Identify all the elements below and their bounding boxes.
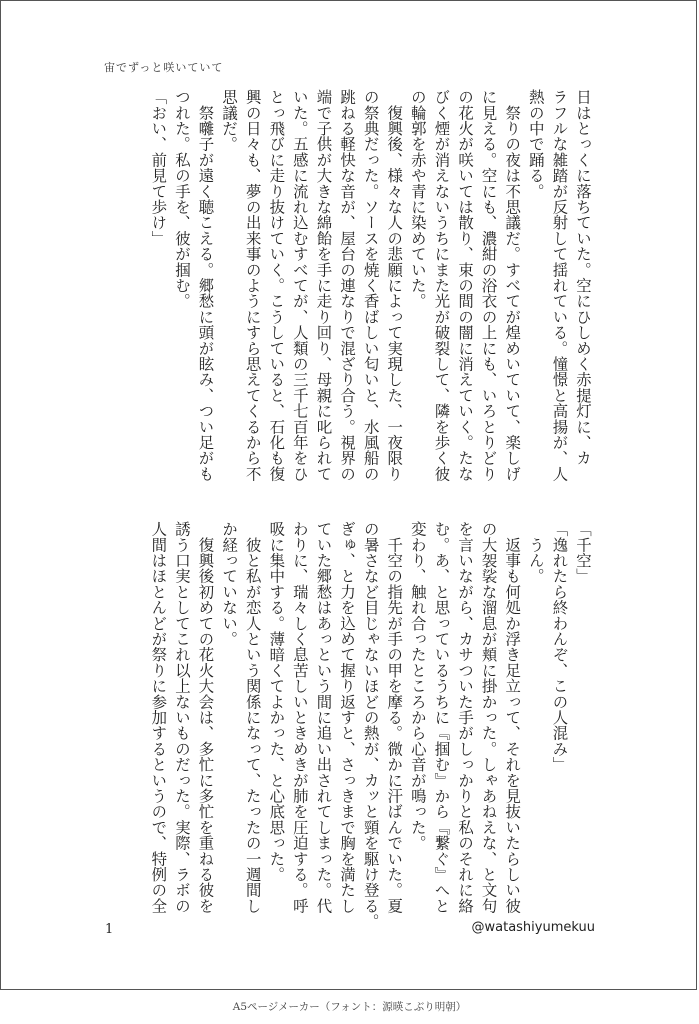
text-line: うん。 <box>526 521 545 584</box>
text-line: の祭典だった。ソースを焼く香ばしい匂いと、水風船の <box>361 89 380 482</box>
text-line: わりに、瑞々しく息苦しいときめきが肺を圧迫する。呼 <box>290 521 309 914</box>
text-line: 「おい、前見て歩け」 <box>149 89 168 246</box>
text-line: 復興後初めての花火大会は、多忙に多忙を重ねる彼を <box>196 521 215 914</box>
text-line: か経っていない。 <box>220 521 239 647</box>
text-line: 熱の中で踊る。 <box>526 89 545 199</box>
text-line: 返事も何処か浮き足立って、それを見抜いたらしい彼 <box>503 521 522 914</box>
text-line: の暑さなど目じゃないほどの熱が、カッと頸を駆け登る。 <box>361 521 380 930</box>
text-line: 彼と私が恋人という関係になって、たったの一週間し <box>243 521 262 914</box>
text-line: 祭囃子が遠く聴こえる。郷愁に頭が眩み、つい足がも <box>196 89 215 482</box>
text-line: ていた郷愁はあっという間に追い出されてしまった。代 <box>314 521 333 914</box>
text-line: の輪郭を赤や青に染めていた。 <box>408 89 427 309</box>
page-number: 1 <box>105 922 114 937</box>
text-line: びく煙が消えないうちにまた光が破裂して、隣を歩く彼 <box>432 89 451 482</box>
text-line: む。あ、と思っているうちに『掴む』から『繋ぐ』へと <box>432 521 451 914</box>
text-line: いた。五感に流れ込むすべてが、人類の三千七百年をひ <box>290 89 309 482</box>
text-line: を言いながら、カサついた手がしっかりと私のそれに絡 <box>456 521 475 914</box>
text-line: 人間はほとんどが祭りに参加するというので、特例の全 <box>149 521 168 914</box>
text-line: 誘う口実としてこれ以上ないものだった。実際、ラボの <box>172 521 191 914</box>
text-line: 日はとっくに落ちていた。空にひしめく赤提灯に、カ <box>574 89 592 466</box>
text-line: つれた。私の手を、彼が掴む。 <box>172 89 191 309</box>
text-line: とっ飛びに走り抜けていく。こうしていると、石化も復 <box>267 89 286 482</box>
text-line: 跳ねる軽快な音が、屋台の連なりで混ざり合う。視界の <box>338 89 357 482</box>
text-line: 千空の指先が手の甲を摩る。微かに汗ばんでいた。夏 <box>385 521 404 914</box>
text-line: 復興後、様々な人の悲願によって実現した、一夜限り <box>385 89 404 482</box>
text-line: 「千空」 <box>574 521 592 584</box>
text-line: ラフルな雑踏が反射して揺れている。憧憬と高揚が、人 <box>550 89 569 482</box>
text-line: 端で子供が大きな綿飴を手に走り回り、母親に叱られて <box>314 89 333 482</box>
text-line: 思議だ。 <box>220 89 239 152</box>
author-handle: @watashiyumekuu <box>471 920 595 935</box>
text-block-top <box>146 89 594 482</box>
text-line: 変わり、触れ合ったところから心音が鳴った。 <box>408 521 427 851</box>
text-line: に見える。空にも、濃紺の浴衣の上にも、いろとりどり <box>479 89 498 482</box>
text-line: ぎゅ、と力を込めて握り返すと、さっきまで胸を満たし <box>338 521 357 914</box>
footer-credit: A5ページメーカー（フォント：源暎こぶり明朝） <box>232 1001 467 1013</box>
running-title: 宙でずっと咲いていて <box>104 61 224 74</box>
text-line: 吸に集中する。薄暗くてよかった、と心底思った。 <box>267 521 286 883</box>
text-line: の花火が咲いては散り、束の間の闇に消えていく。たな <box>456 89 475 482</box>
text-line: 「逸れたら終わんぞ、この人混み」 <box>550 521 569 773</box>
text-line: の大袈裟な溜息が頬に掛かった。しゃあねえな、と文句 <box>479 521 498 914</box>
text-line: 祭りの夜は不思議だ。すべてが煌めいていて、楽しげ <box>503 89 522 482</box>
text-line: 興の日々も、夢の出来事のようにすら思えてくるから不 <box>243 89 262 482</box>
